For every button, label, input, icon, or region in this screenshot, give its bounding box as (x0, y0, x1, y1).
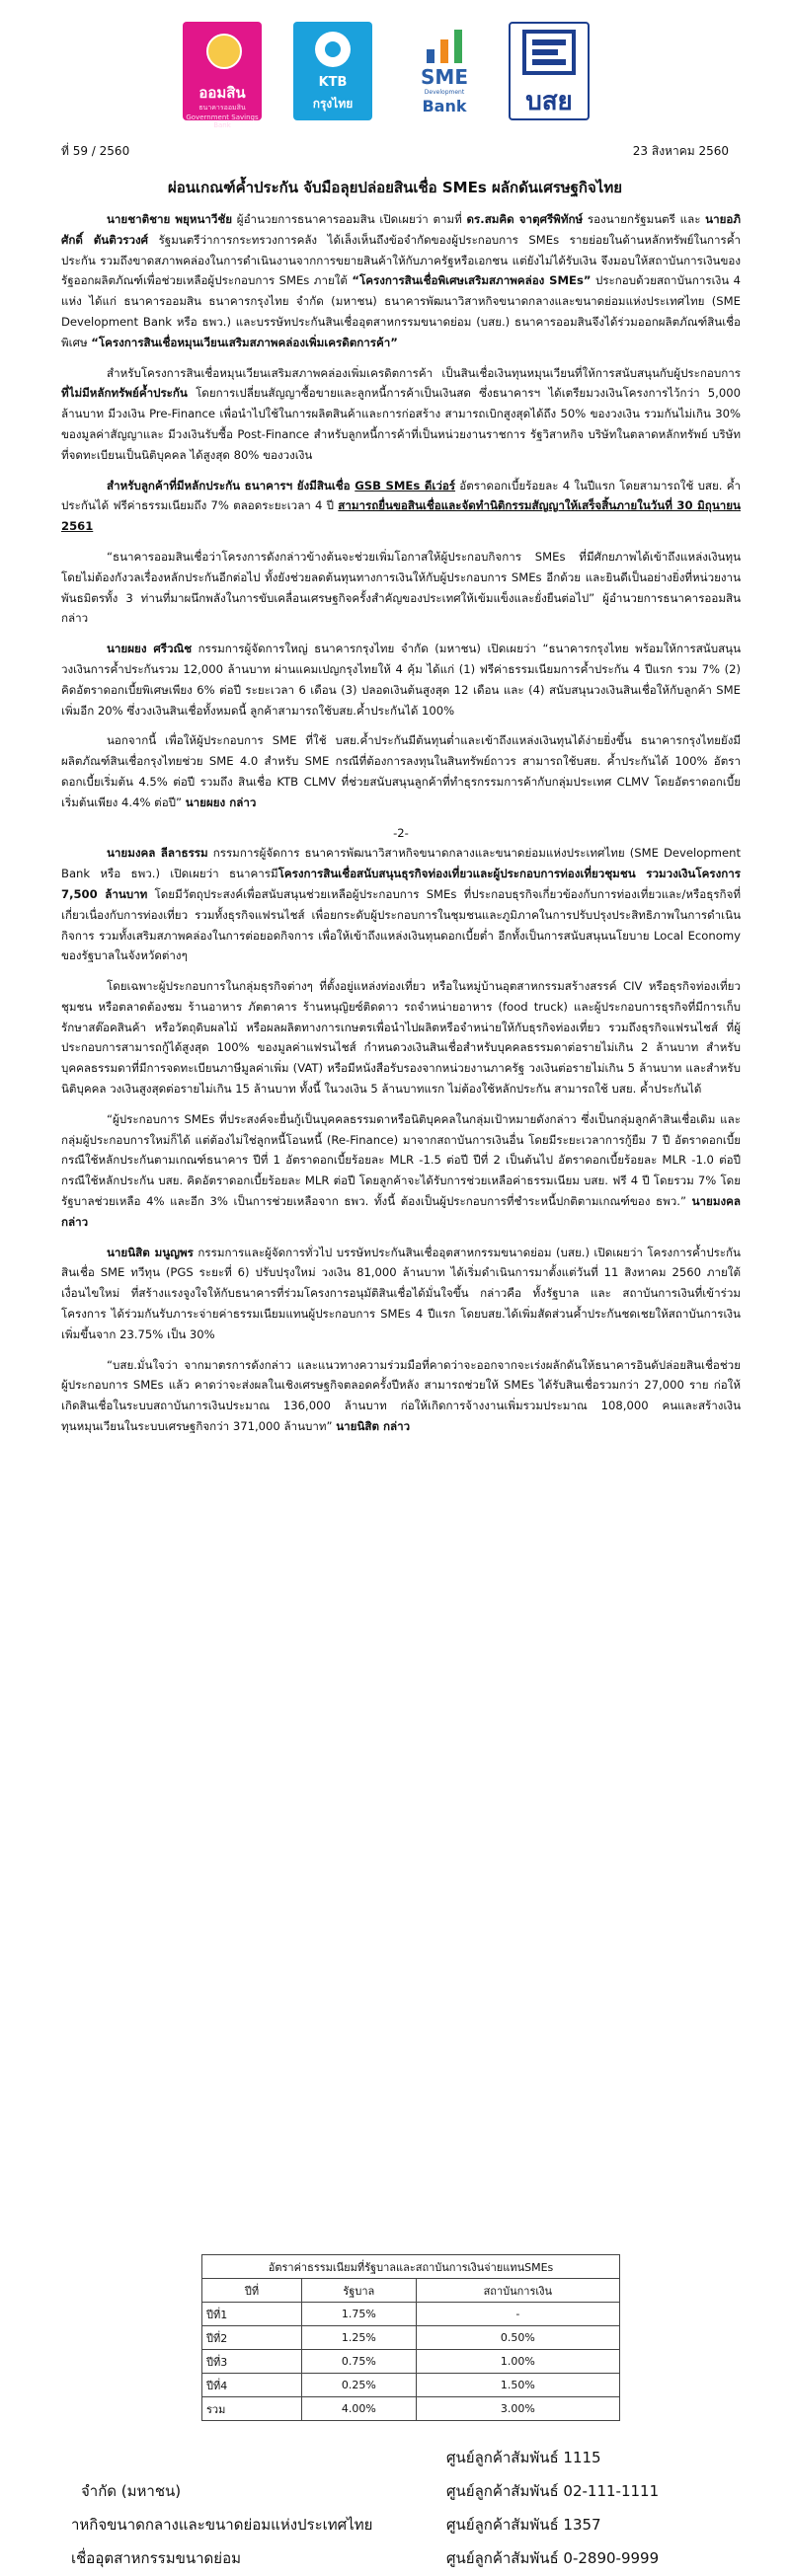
text-run: รัฐมนตรีว่าการกระทรวงการคลัง ได้เล็งเห็นถึงข้อจำกัดของผู้ประกอบการ SMEs รายย่อยในด้านหลักทรัพย์ในการค้ำประกัน รวมถึงขาดสภาพคล่องในการดำเนินงานจากการขยายสินค้าให้กับภาครัฐหรือเอกชน แต่ยังไม่ได้รับเงิน จึงมอบให้สถาบันการเงินของรัฐออกผลิตภัณฑ์เพื่อช่วยเหลือผู้ประกอบการ SMEs ภายใต้ (61, 232, 741, 288)
fee-table-cell: 1.50% (416, 2374, 619, 2397)
fee-table-cell: ปีที่2 (202, 2326, 302, 2350)
paragraph-11 (61, 1355, 741, 1437)
ktb-logo-text-thai: กรุงไทย (312, 97, 354, 111)
text-run: นายผยง ศรีวณิช (107, 642, 193, 656)
fee-table-cell: 3.00% (416, 2397, 619, 2421)
sme-logo-subtext: Development (424, 89, 465, 96)
paragraph-1 (61, 209, 741, 353)
text-run: ประกอบด้วยสถาบันการเงิน 4 แห่ง ได้แก่ ธนาคารออมสิน ธนาคารกรุงไทย จำกัด (มหาชน) ธนาคารพัฒนาวิสาหกิจขนาดกลางและขนาดย่อมแห่งประเทศไทย (SME Development Bank หรือ ธพว.) และบรรษัทประกันสินเชื่ออุตสาหกรรมขนาดย่อม (บสย.) ธนาคารออมสินจึงได้ร่วมออกผลิตภัณฑ์สินเชื่อพิเศษ (61, 273, 742, 349)
fee-table-container (201, 2254, 620, 2421)
contact-sme-name: าหกิจขนาดกลางและขนาดย่อมแห่งประเทศไทย (71, 2516, 373, 2534)
ktb-logo (293, 22, 372, 120)
paragraph-5 (61, 639, 741, 720)
fee-table-cell: 0.75% (302, 2350, 417, 2374)
fee-table-body (202, 2303, 620, 2421)
ktb-emblem-inner (325, 41, 341, 57)
text-run: “ธนาคารออมสินเชื่อว่าโครงการดังกล่าวข้างต้นจะช่วยเพิ่มโอกาสให้ผู้ประกอบกิจการ SMEs ที่มีศักยภาพได้เข้าถึงแหล่งเงินทุนโดยไม่ต้องกังวลเรื่องหลักประกันอีกต่อไป ทั้งยังช่วยลดต้นทุนทางการเงินให้กับผู้ประกอบการ SMEs อีกด้วย และยินดีเป็นอย่างยิ่งที่หน่วยงานพันธมิตรทั้ง 3 ท่านที่มาผนึกพลังในการขับเคลื่อนเศรษฐกิจครั้งสำคัญของประเทศให้เข้มแข็งและยั่งยืนต่อไป” ผู้อำนวยการธนาคารออมสิน กล่าว (61, 549, 741, 626)
fee-table-cell: 1.00% (416, 2350, 619, 2374)
contact-ktb-name: จำกัด (มหาชน) (81, 2482, 182, 2500)
fee-table-cell: - (416, 2303, 619, 2326)
fee-table-caption: อัตราค่าธรรมเนียมที่รัฐบาลและสถาบันการเงินจ่ายแทนSMEs (202, 2255, 620, 2279)
paragraph-4 (61, 547, 741, 629)
fee-table-header-institution: สถาบันการเงิน (416, 2279, 619, 2303)
tcg-logo (509, 22, 590, 120)
text-run: สำหรับลูกค้าที่มีหลักประกัน ธนาคารฯ ยังมีสินเชื่อ (107, 478, 356, 492)
text-run: นอกจากนี้ เพื่อให้ผู้ประกอบการ SME ที่ใช้ บสย.ค้ำประกันมีต้นทุนต่ำและเข้าถึงแหล่งเงินทุนได้ง่ายยิ่งขึ้น ธนาคารกรุงไทยยังมีผลิตภัณฑ์สินเชื่อกรุงไทยช่วย SME 4.0 สำหรับ SME กรณีที่ต้องการลงทุนในสินทรัพย์ถาวร สามารถใช้บสย. ค้ำประกันได้ 100% อัตราดอกเบี้ยเริ่มต้น 4.5% ต่อปี รวมถึง สินเชื่อ KTB CLMV ที่ช่วยสนับสนุนลูกค้าที่ทำธุรกรรมการค้ากับกลุ่มประเทศ CLMV โดยอัตราดอกเบี้ยเริ่มต้นเพียง 4.4% ต่อปี” (61, 733, 741, 809)
text-run: โครงการสินเชื่อสนับสนุนธุรกิจท่องเที่ยวและผู้ประกอบการท่องเที่ยวชุมชน รวมวงเงินโครงการ 7,500 ล้านบาท (61, 867, 741, 901)
ktb-logo-text: KTB (318, 75, 348, 90)
fee-table-row (202, 2374, 620, 2397)
fee-table-cell: ปีที่3 (202, 2350, 302, 2374)
sme-bank-logo (405, 22, 484, 120)
fee-table-header-government: รัฐบาล (302, 2279, 417, 2303)
text-run: สามารถยื่นขอสินเชื่อและจัดทำนิติกรรมสัญญาให้เสร็จสิ้นภายในวันที่ 30 มิถุนายน 2561 (61, 498, 741, 534)
fee-table-cell: 4.00% (302, 2397, 417, 2421)
text-run: นายชาติชาย พยุหนาวีชัย (107, 212, 233, 226)
fee-table-cell: ปีที่1 (202, 2303, 302, 2326)
tcg-logo-text: บสย (525, 87, 573, 116)
text-run: นายนิสิต กล่าว (336, 1419, 411, 1434)
document-date: 23 สิงหาคม 2560 (632, 144, 729, 158)
contact-list (71, 2446, 762, 2574)
paragraph-8 (61, 976, 741, 1099)
paragraph-2 (61, 363, 741, 466)
sme-logo-text-bank: Bank (422, 97, 467, 115)
fee-table-header-year: ปีที่ (202, 2279, 302, 2303)
paragraph-9 (61, 1109, 741, 1233)
fee-table-cell: 1.75% (302, 2303, 417, 2326)
text-run: “โครงการสินเชื่อหมุนเวียนเสริมสภาพคล่องเพิ่มเครดิตการค้า” (91, 335, 398, 349)
fee-table-cell: ปีที่4 (202, 2374, 302, 2397)
fee-table-row (202, 2326, 620, 2350)
gsb-logo (183, 22, 262, 129)
gsb-emblem-icon (206, 34, 242, 69)
logo-strip (0, 22, 790, 129)
text-run: รองนายกรัฐมนตรี และ (583, 212, 706, 226)
page-number: -2- (393, 825, 409, 840)
text-run: “บสย.มั่นใจว่า จากมาตรการดังกล่าว และแนวทางความร่วมมือที่คาดว่าจะออกจากจะเร่งผลักดันให้ธนาคารอินดัปล่อยสินเชื่อช่วยผู้ประกอบการ SMEs แล้ว คาดว่าจะส่งผลในเชิงเศรษฐกิจตลอดครั้งปีหลัง สามารถช่วยให้ SMEs ได้รับสินเชื่อรวมกว่า 27,000 ราย ก่อให้เกิดสินเชื่อในระบบสถาบันการเงินประมาณ 136,000 ล้านบาท ก่อให้เกิดการจ้างงานเพิ่มรวมประมาณ 108,000 คนและสร้างเงินทุนหมุนเวียนในระบบเศรษฐกิจกว่า 371,000 ล้านบาท” (61, 1357, 741, 1434)
text-run: “ผู้ประกอบการ SMEs ที่ประสงค์จะยื่นกู้เป็นบุคคลธรรมดาหรือนิติบุคคลในกลุ่มเป้าหมายดังกล่าว ซึ่งเป็นกลุ่มลูกค้าสินเชื่อเดิม และกลุ่มผู้ประกอบการใหม่ก็ได้ แต่ต้องไม่ใช่ลูกหนี้โอนหนี้ (Re-Finance) มาจากสถาบันการเงินอื่น โดยมีระยะเวลาการกู้ยืม 7 ปี อัตราดอกเบี้ยกรณีใช้หลักประกันตามเกณฑ์ธนาคาร ปีที่ 1 อัตราดอกเบี้ยร้อยละ MLR -1.5 ต่อปี ปีที่ 2 เป็นต้นไป อัตราดอกเบี้ยร้อยละ MLR -1.0 ต่อปี กรณีใช้หลักประกัน บสย. คิดอัตราดอกเบี้ยร้อยละ MLR ต่อปี โดยลูกค้าจะได้รับการช่วยเหลือค่าธรรมเนียม บสย. ฟรี 4 ปี โดยรวม 7% โดยรัฐบาลช่วยเหลือ 4% และอีก 3% เป็นการช่วยเหลือจาก ธพว. ทั้งนี้ ต้องเป็นผู้ประกอบการที่ชำระหนี้ปกติตามเกณฑ์ของ ธพว.” (61, 1111, 741, 1209)
sme-bars-icon (423, 28, 466, 65)
text-run: GSB SMEs ดีเว่อร์ (355, 478, 456, 492)
fee-table-cell: 1.25% (302, 2326, 417, 2350)
text-run: กรรมการและผู้จัดการทั่วไป บรรษัทประกันสินเชื่ออุตสาหกรรมขนาดย่อม (บสย.) เปิดเผยว่า โครงการค้ำประกันสินเชื่อ SME ทวีทุน (PGS ระยะที่ 6) ปรับปรุงใหม่ วงเงิน 81,000 ล้านบาท ได้เริ่มดำเนินการมาตั้งแต่วันที่ 11 สิงหาคม 2560 ภายใต้เงื่อนไขใหม่ ที่สร้างแรงจูงใจให้กับธนาคารที่ร่วมโครงการอนุมัติสินเชื่อได้มั่นใจขึ้น กล่าวคือ ทั้งรัฐบาล และ สถาบันการเงินที่เข้าร่วมโครงการ ได้ร่วมกันรับภาระจ่ายค่าธรรมเนียมแทนผู้ประกอบการ SMEs 4 ปีแรก โดยบสย.ได้เพิ่มสัดส่วนค้ำประกันชดเชยให้สถาบันการเงินเพิ่มขึ้นจาก 23.75% เป็น 30% (61, 1245, 741, 1341)
text-run: ดร.สมคิด จาตุศรีพิทักษ์ (466, 212, 584, 226)
contact-tcg-name: เชื่ออุตสาหกรรมขนาดย่อม (71, 2549, 241, 2567)
text-run: “โครงการสินเชื่อพิเศษเสริมสภาพคล่อง SMEs” (352, 273, 592, 288)
tcg-mark-icon (520, 28, 578, 77)
text-run: นายมงคล กล่าว (61, 1194, 741, 1229)
contact-sme-phone: ศูนย์ลูกค้าสัมพันธ์ 1357 (446, 2516, 601, 2534)
contact-ktb-phone: ศูนย์ลูกค้าสัมพันธ์ 02-111-1111 (446, 2482, 660, 2500)
paragraph-10 (61, 1243, 741, 1345)
sme-logo-text: SME (421, 65, 468, 89)
paragraph-3 (61, 476, 741, 537)
paragraph-6 (61, 730, 741, 812)
fee-table-cell: 0.50% (416, 2326, 619, 2350)
gsb-logo-subtext: ธนาคารออมสิน Government Savings Bank (186, 104, 259, 129)
text-run: นายนิสิต มนูญพร (107, 1245, 194, 1259)
document-title: ผ่อนเกณฑ์ค้ำประกัน จับมือลุยปล่อยสินเชื่อ SMEs ผลักดันเศรษฐกิจไทย (167, 179, 623, 196)
document-body (61, 209, 741, 1447)
fee-table-cell: 0.25% (302, 2374, 417, 2397)
contact-gsb-phone: ศูนย์ลูกค้าสัมพันธ์ 1115 (446, 2449, 601, 2466)
fee-table-cell: รวม (202, 2397, 302, 2421)
gsb-logo-text: ออมสิน (198, 84, 246, 102)
text-run: นายผยง กล่าว (185, 795, 257, 809)
contact-tcg-phone: ศูนย์ลูกค้าสัมพันธ์ 0-2890-9999 (446, 2549, 660, 2567)
text-run: โดยเฉพาะผู้ประกอบการในกลุ่มธุรกิจต่างๆ ที่ตั้งอยู่แหล่งท่องเที่ยว หรือในหมู่บ้านอุตสาหกรรมสร้างสรรค์ CIV หรือธุรกิจท่องเที่ยวชุมชน หรือตลาดต้องชม ร้านอาหาร ภัตตาคาร ร้านหนุญิยซ์ติดดาว รถจำหน่ายอาหาร (food truck) และผู้ประกอบการธุรกิจที่มีการเก็บรักษาสต๊อคสินค้า หรือวัตถุดิบผลไม้ หรือผลผลิตทางการเกษตรเพื่อนำไปผลิตหรือจำหน่ายให้กับธุรกิจท่องเที่ยว รวมถึงธุรกิจแฟรนไชส์ ที่ผู้ประกอบการสามารถกู้ได้สูงสุด 100% ของมูลค่าแฟรนไชส์ กำหนดวงเงินสินเชื่อสำหรับบุคคลธรรมดาต่อรายไม่เกิน 2 ล้านบาท สำหรับบุคคลธรรมดาที่มีการจดทะเบียนภาษีมูลค่าเพิ่ม (VAT) หรือมีหนังสือรับรองจากหน่วยงานภาครัฐ วงเงินต่อรายไม่เกิน 5 ล้านบาท และสำหรับนิติบุคคล วงเงินสูงสุดต่อรายไม่เกิน 15 ล้านบาท ทั้งนี้ ในวงเงิน 5 ล้านบาทแรก ไม่ต้องใช้หลักประกัน สามารถใช้ บสย. ค้ำประกันได้ (61, 979, 741, 1097)
text-run: อัตราดอกเบี้ยร้อยละ 4 ในปีแรก โดยสามารถใช้ บสย. ค้ำประกันได้ ฟรีค่าธรรมเนียมถึง 7% ตลอดระยะเวลา 4 ปี (61, 478, 741, 513)
text-run: ผู้อำนวยการธนาคารออมสิน เปิดเผยว่า ตามที่ (232, 212, 467, 226)
text-run: นายมงคล ลีลาธรรม (107, 846, 208, 861)
text-run: กรรมการผู้จัดการ ธนาคารพัฒนาวิสาหกิจขนาดกลางและขนาดย่อมแห่งประเทศไทย (SME Development Bank หรือ ธพว.) เปิดเผยว่า ธนาคารมี (61, 846, 741, 881)
fee-table-row (202, 2303, 620, 2326)
fee-table (201, 2254, 620, 2421)
paragraph-7 (61, 843, 741, 966)
text-run: โดยมีวัตถุประสงค์เพื่อสนับสนุนช่วยเหลือผู้ประกอบการ SMEs ที่ประกอบธุรกิจเกี่ยวข้องกับการท่องเที่ยวและ/หรือธุรกิจที่เกี่ยวเนื่องกับการท่องเที่ยว รวมทั้งธุรกิจแฟรนไชส์ เพื่อยกระดับผู้ประกอบการในชุมชนและภูมิภาคในการปรับปรุงประสิทธิภาพในการดำเนินกิจการ รวมทั้งเสริมสภาพคล่องในการต่อยอดกิจการ เพื่อให้เข้าถึงแหล่งเงินทุนดอกเบี้ยต่ำ อีกทั้งเป็นการสนับสนุนนโยบาย Local Economy ของรัฐบาลในจังหวัดต่างๆ (61, 886, 741, 963)
text-run: โดยการเปลี่ยนสัญญาซื้อขายและลูกหนี้การค้าเป็นเงินสด ซึ่งธนาคารฯ ได้เตรียมวงเงินโครงการไว้กว่า 5,000 ล้านบาท มีวงเงิน Pre-Finance เพื่อนำไปใช้ในการผลิตสินค้าและการก่อสร้าง สามารถเบิกสูงสุดได้ถึง 50% ของวงเงิน รวมกันไม่เกิน 30% ของมูลค่าสัญญาและ มีวงเงินรับซื้อ Post-Finance สำหรับลูกหนี้การค้าที่เป็นหน่วยงานราชการ รัฐวิสาหกิจ บริษัทในตลาดหลักทรัพย์ บริษัทที่จดทะเบียนเป็นนิติบุคคล ได้สูงสุด 80% ของวงเงิน (61, 386, 741, 462)
text-run: สำหรับโครงการสินเชื่อหมุนเวียนเสริมสภาพคล่องเพิ่มเครดิตการค้า เป็นสินเชื่อเงินทุนหมุนเวียนที่ให้การสนับสนุนกับผู้ประกอบการ (107, 365, 741, 380)
fee-table-row (202, 2350, 620, 2374)
text-run: กรรมการผู้จัดการใหญ่ ธนาคารกรุงไทย จำกัด (มหาชน) เปิดเผยว่า “ธนาคารกรุงไทย พร้อมให้การสนับสนุนวงเงินการค้ำประกันรวม 12,000 ล้านบาท ผ่านแคมเปญกรุงไทยให้ 4 คุ้ม ได้แก่ (1) ฟรีค่าธรรมเนียมการค้ำประกัน 4 ปีแรก รวม 7% (2) คิดอัตราดอกเบี้ยพิเศษเพียง 6% ต่อปี ระยะเวลา 6 เดือน (3) ปลอดเงินต้นสูงสุด 12 เดือน และ (4) สนับสนุนวงเงินสินเชื่อให้กับลูกค้า SME เพิ่มอีก 20% ซึ่งวงเงินสินเชื่อทั้งหมดนี้ ลูกค้าสามารถใช้บสย.ค้ำประกันได้ 100% (61, 642, 741, 718)
document-number: ที่ 59 / 2560 (61, 144, 130, 158)
text-run: ที่ไม่มีหลักทรัพย์ค้ำประกัน (61, 386, 188, 401)
text-run: นายอภิศักดิ์ ตันติวรวงศ์ (61, 212, 741, 247)
fee-table-row (202, 2397, 620, 2421)
